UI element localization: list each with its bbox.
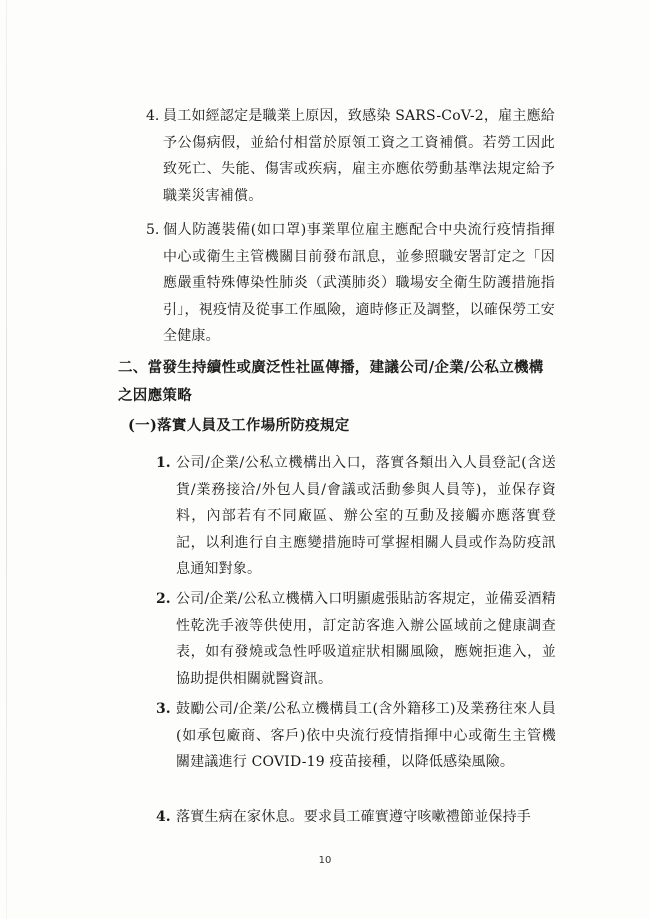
sub-item-text-4: 落實生病在家休息。要求員工確實遵守咳嗽禮節並保持手: [176, 809, 531, 825]
item-number-5: 5.: [146, 222, 160, 238]
item-number-4: 4.: [146, 108, 160, 124]
sub-item-number-3: 3.: [156, 701, 171, 717]
sub-item-text-1: 公司/企業/公私立機構出入口，落實各類出入人員登記(含送貨/業務接洽/外包人員/會議或活動參與人員等)，並保存資料，內部若有不同廠區、辦公室的互動及接觸亦應落實登記，以利進行自主應變措施時可掌握相關人員或作為防疫訊息通知對象。: [176, 455, 556, 577]
subsection-heading: (一)落實人員及工作場所防疫規定: [128, 417, 350, 434]
scan-edge-shadow: [6, 0, 7, 919]
section-heading: 二、當發生持續性或廣泛性社區傳播，建議公司/企業/公私立機構之因應策略: [118, 359, 544, 404]
sub-item-number-1: 1.: [156, 455, 171, 471]
sub-item-number-2: 2.: [156, 591, 171, 607]
sub-item-number-4: 4.: [156, 809, 171, 825]
item-text-5: 個人防護裝備(如口罩)事業單位雇主應配合中央流行疫情指揮中心或衛生主管機關目前發布訊息，並參照職安署訂定之「因應嚴重特殊傳染性肺炎（武漢肺炎）職場安全衛生防護措施指引」，視疫情及從事工作風險，適時修正及調整，以確保勞工安全健康。: [163, 222, 555, 344]
sub-item-text-2: 公司/企業/公私立機構入口明顯處張貼訪客規定，並備妥酒精性乾洗手液等供使用，訂定訪客進入辦公區域前之健康調查表，如有發燒或急性呼吸道症狀相關風險，應婉拒進入，並協助提供相關就醫資訊。: [176, 591, 556, 687]
page-number: 10: [318, 855, 332, 866]
item-text-4: 員工如經認定是職業上原因，致感染 SARS-CoV-2，雇主應給予公傷病假，並給付相當於原領工資之工資補償。若勞工因此致死亡、失能、傷害或疾病，雇主亦應依勞動基準法規定給予職業災害補償。: [163, 108, 555, 204]
sub-item-text-3: 鼓勵公司/企業/公私立機構員工(含外籍移工)及業務往來人員(如承包廠商、客戶)依中央流行疫情指揮中心或衛生主管機關建議進行 COVID-19 疫苗接種，以降低感染風險。: [176, 701, 556, 770]
